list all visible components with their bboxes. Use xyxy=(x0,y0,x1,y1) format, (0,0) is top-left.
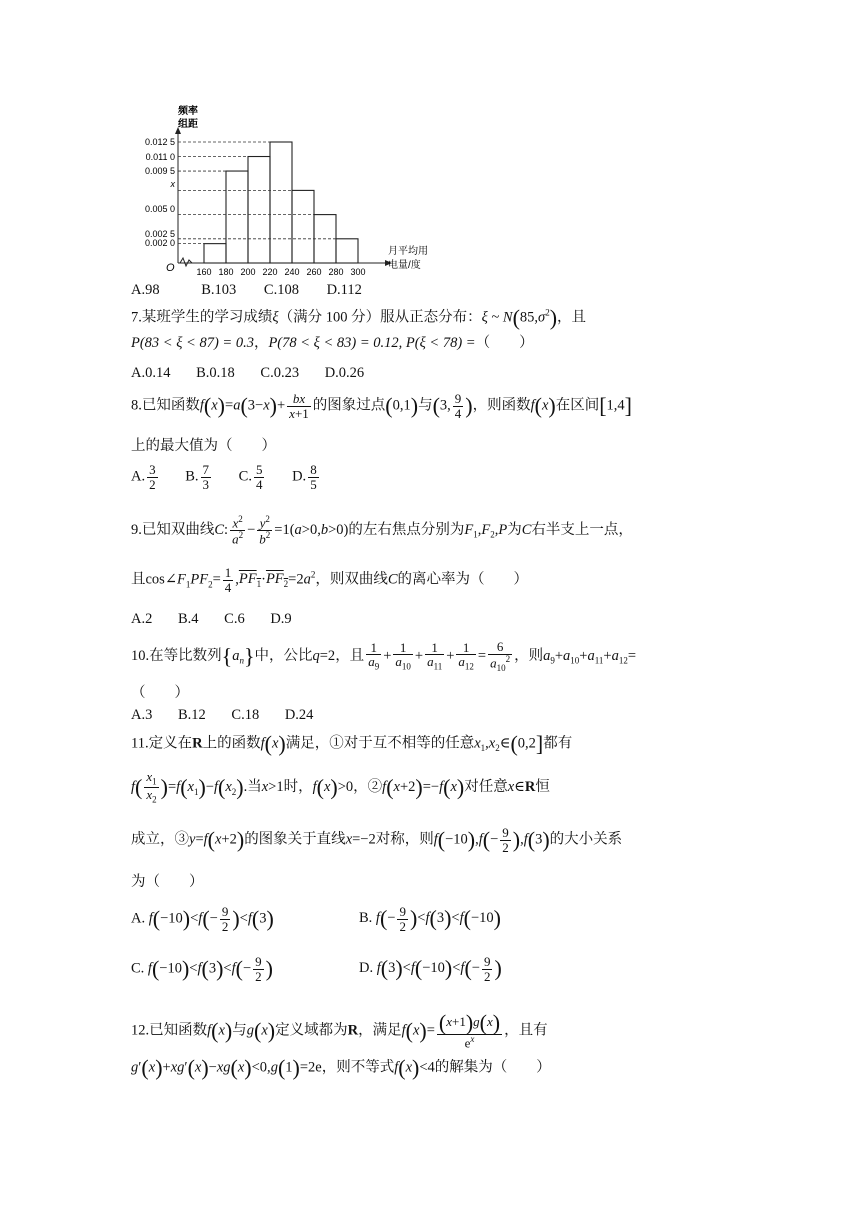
q12-stem-line1: 12.已知函数f(x)与g(x)定义域都为R，满足f(x)= $\frac{(x+1)g(x)}{e^x}$ ，且有 xyxy=(131,1010,548,1051)
q8-options xyxy=(131,463,343,491)
q7-option-d: D.0.26 xyxy=(324,365,365,381)
q9-option-d: D.9 xyxy=(270,611,292,627)
q6-option-a: A.98 xyxy=(131,282,160,298)
q8-option-c: C. $\frac{5}{4}$ xyxy=(238,462,263,492)
q10-stem-line1: 10.在等比数列$\{a_n\}$中，公比q=2，且 $\frac{1}{a_9}$ + $\frac{1}{a_{10}}$ + $\frac{1}{a_{11}}$ + $\frac{1}{a_{12}}$ = $\frac{6}{a_{10}^2}$ ，则$a_9+a_{10}+a_{11}+a_{12}=$ xyxy=(131,639,637,673)
q11-option-d: D. f(3)<f(−10)<f(− $\frac{9}{2}$ ) xyxy=(359,954,502,984)
histogram-bar xyxy=(270,142,292,263)
q10-option-a: A.3 xyxy=(131,707,153,723)
y-tick-label: 0.002 5 xyxy=(144,229,175,239)
q11-stem-line3: 成立，③y=f(x+2)的图象关于直线x=−2对称，则f(−10),f(− $\frac{9}{2}$ ),f(3)的大小关系 xyxy=(131,825,623,855)
y-tick-label: 0.011 0 xyxy=(145,152,175,162)
y-tick-label: 0.012 5 xyxy=(144,137,175,147)
y-tick-label: x xyxy=(170,179,175,189)
q7-stem-line2: P(83 < ξ < 87) = 0.3，P(78 < ξ < 83) = 0.12, P(ξ < 78) =（ ） xyxy=(131,335,534,351)
q9-stem-line1: 9.已知双曲线C: $\frac{x^2}{a^2}$ − $\frac{y^2}{b^2}$ =1(a>0,b>0)的左右焦点分别为$F_1,F_2,P$为C右半支上一点， xyxy=(131,514,633,547)
q11-stem-line1: 11.定义在R上的函数f(x)满足，①对于互不相等的任意$x_1,x_2\in(0,2]$都有 xyxy=(131,731,573,756)
x-axis-label-line2: 电量/度 xyxy=(388,260,421,271)
y-axis-label-top: 频率 xyxy=(178,106,198,117)
q8-stem-line1: 8.已知函数f(x)=a(3−x)+ $\frac{bx}{x+1}$ 的图象过点(0,1)与(3, $\frac{9}{4}$ )，则函数f(x)在区间[1,4] xyxy=(131,391,632,421)
y-tick-label: 0.005 0 xyxy=(144,204,175,214)
q8-stem-line2: 上的最大值为（ ） xyxy=(131,438,276,454)
histogram-chart xyxy=(130,100,470,276)
histogram-bar xyxy=(204,244,226,263)
q9-option-a: A.2 xyxy=(131,611,153,627)
q11-stem-line2: f( $\frac{x_1}{x_2}$ )$=f(x_1)-f(x_2)$.当x>1时，f(x)>0，②f(x+2)=−f(x)对任意x∈R恒 xyxy=(131,769,550,805)
q10-option-c: C.18 xyxy=(231,707,260,723)
q11-options-ab xyxy=(131,905,501,933)
q7-stem-line1: 7.某班学生的学习成绩ξ（满分 100 分）服从正态分布：ξ ~ $N(85,\sigma^2)$，且 xyxy=(131,305,587,330)
q9-option-b: B.4 xyxy=(177,611,199,627)
x-tick-label: 160 xyxy=(196,267,212,276)
q10-option-d: D.24 xyxy=(284,707,314,723)
q6-options xyxy=(131,281,384,299)
x-tick-label: 280 xyxy=(328,267,344,276)
y-tick-label: 0.002 0 xyxy=(144,238,175,248)
q9-options xyxy=(131,610,314,628)
q11-option-a: A. f(−10)<f(− $\frac{9}{2}$ )<f(3) xyxy=(131,904,274,934)
q11-stem-line4: 为（ ） xyxy=(131,874,204,890)
x-tick-label: 300 xyxy=(350,267,366,276)
q7-options xyxy=(131,364,386,382)
q7-option-a: A.0.14 xyxy=(131,365,171,381)
histogram-bar xyxy=(292,190,314,263)
y-tick-label: 0.009 5 xyxy=(144,166,175,176)
q8-option-d: D. $\frac{8}{5}$ xyxy=(292,462,317,492)
histogram-bar xyxy=(336,239,358,263)
q9-option-c: C.6 xyxy=(224,611,245,627)
q8-option-a: A. $\frac{3}{2}$ xyxy=(131,462,156,492)
q7-option-c: C.0.23 xyxy=(260,365,300,381)
q6-option-b: B.103 xyxy=(201,282,237,298)
q9-stem-line2: 且$\cos\angle F_1PF_2=$ $\frac{1}{4}$ $,PF_1\cdot PF_2=2a^2$，则双曲线C的离心率为（ ） xyxy=(131,565,529,595)
y-axis-label-bottom: 组距 xyxy=(178,119,198,130)
q8-option-b: B. $\frac{7}{3}$ xyxy=(185,462,210,492)
q10-option-b: B.12 xyxy=(177,707,206,723)
q12-stem-line2: g′(x)+xg′(x)−xg(x)<0,g(1)=2e，则不等式f(x)<4的解集为（ ） xyxy=(131,1055,551,1080)
q6-option-c: C.108 xyxy=(263,282,299,298)
q6-option-d: D.112 xyxy=(326,282,362,298)
histogram-bar xyxy=(226,171,248,263)
q11-options-cd xyxy=(131,955,502,983)
x-tick-label: 180 xyxy=(218,267,234,276)
origin-label: O xyxy=(166,262,175,274)
histogram-bar xyxy=(248,157,270,263)
q10-stem-line2: （ ） xyxy=(131,685,189,701)
x-tick-label: 240 xyxy=(284,267,300,276)
x-axis-label-line1: 月平均用 xyxy=(388,246,428,257)
q10-options xyxy=(131,706,335,724)
q11-option-b: B. f(− $\frac{9}{2}$ )<f(3)<f(−10) xyxy=(359,904,501,934)
q11-option-c: C. f(−10)<f(3)<f(− $\frac{9}{2}$ ) xyxy=(131,954,273,984)
x-tick-label: 200 xyxy=(240,267,256,276)
axis-break xyxy=(180,258,192,266)
q7-option-b: B.0.18 xyxy=(196,365,235,381)
x-tick-label: 220 xyxy=(262,267,278,276)
x-tick-label: 260 xyxy=(306,267,322,276)
